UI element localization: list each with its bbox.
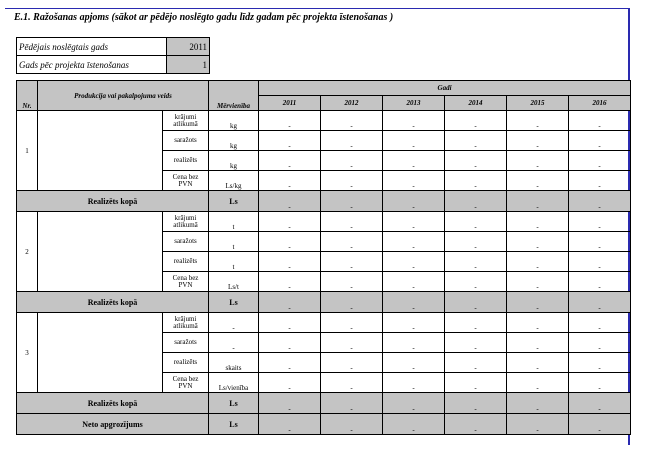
table-row — [17, 313, 631, 333]
total-value-cell: - — [321, 393, 383, 414]
total-row — [17, 292, 631, 313]
value-cell[interactable]: - — [383, 232, 445, 252]
value-cell[interactable]: - — [321, 151, 383, 171]
last-year-label: Pēdējais noslēgtais gads — [17, 38, 167, 56]
net-value-cell: - — [259, 414, 321, 435]
value-cell[interactable]: - — [321, 131, 383, 151]
row-unit: t — [209, 212, 259, 232]
value-cell[interactable]: - — [259, 111, 321, 131]
row-subtype: realizēts — [163, 353, 209, 373]
row-unit: Ls/kg — [209, 171, 259, 191]
value-cell[interactable]: - — [383, 272, 445, 292]
row-unit: - — [209, 313, 259, 333]
net-unit: Ls — [209, 414, 259, 435]
value-cell[interactable]: - — [445, 171, 507, 191]
value-cell[interactable]: - — [507, 272, 569, 292]
header-year-2016: 2016 — [569, 96, 631, 111]
row-unit: t — [209, 252, 259, 272]
total-label: Realizēts kopā — [17, 393, 209, 414]
value-cell[interactable]: - — [383, 212, 445, 232]
value-cell[interactable]: - — [507, 252, 569, 272]
net-value-cell: - — [507, 414, 569, 435]
value-cell[interactable]: - — [569, 353, 631, 373]
info-row — [17, 56, 210, 74]
row-subtype: krājumi atlikumā — [163, 313, 209, 333]
value-cell[interactable]: - — [507, 353, 569, 373]
product-name-cell[interactable] — [38, 313, 163, 393]
years-after-value[interactable]: 1 — [167, 56, 210, 74]
total-value-cell: - — [507, 292, 569, 313]
value-cell[interactable]: - — [259, 272, 321, 292]
value-cell[interactable]: - — [383, 333, 445, 353]
value-cell[interactable]: - — [321, 353, 383, 373]
value-cell[interactable]: - — [445, 111, 507, 131]
net-value-cell: - — [383, 414, 445, 435]
value-cell[interactable]: - — [569, 252, 631, 272]
value-cell[interactable]: - — [259, 252, 321, 272]
total-value-cell: - — [507, 393, 569, 414]
total-value-cell: - — [445, 191, 507, 212]
row-subtype: saražots — [163, 333, 209, 353]
row-subtype: realizēts — [163, 252, 209, 272]
value-cell[interactable]: - — [507, 333, 569, 353]
row-subtype: krājumi atlikumā — [163, 212, 209, 232]
row-unit: Ls/vienība — [209, 373, 259, 393]
group-nr: 3 — [17, 313, 38, 393]
value-cell[interactable]: - — [259, 232, 321, 252]
group-nr: 1 — [17, 111, 38, 191]
header-product: Produkcija vai pakalpojuma veids — [38, 81, 209, 111]
row-subtype: Cena bez PVN — [163, 171, 209, 191]
header-unit: Mērvienība — [209, 81, 259, 111]
total-value-cell: - — [569, 393, 631, 414]
value-cell[interactable]: - — [569, 151, 631, 171]
row-unit: kg — [209, 131, 259, 151]
value-cell[interactable]: - — [445, 131, 507, 151]
value-cell[interactable]: - — [507, 232, 569, 252]
value-cell[interactable]: - — [321, 373, 383, 393]
row-unit: kg — [209, 111, 259, 131]
header-row — [17, 81, 631, 96]
value-cell[interactable]: - — [569, 333, 631, 353]
value-cell[interactable]: - — [569, 131, 631, 151]
header-nr: Nr. — [17, 81, 38, 111]
row-unit: kg — [209, 151, 259, 171]
value-cell[interactable]: - — [383, 171, 445, 191]
total-value-cell: - — [321, 191, 383, 212]
total-unit: Ls — [209, 393, 259, 414]
net-value-cell: - — [321, 414, 383, 435]
value-cell[interactable]: - — [507, 131, 569, 151]
total-value-cell: - — [383, 191, 445, 212]
value-cell[interactable]: - — [445, 373, 507, 393]
value-cell[interactable]: - — [383, 131, 445, 151]
row-subtype: krājumi atlikumā — [163, 111, 209, 131]
value-cell[interactable]: - — [569, 373, 631, 393]
row-subtype: realizēts — [163, 151, 209, 171]
product-name-cell[interactable] — [38, 212, 163, 292]
total-value-cell: - — [507, 191, 569, 212]
net-label: Neto apgrozījums — [17, 414, 209, 435]
total-value-cell: - — [383, 393, 445, 414]
value-cell[interactable]: - — [569, 111, 631, 131]
value-cell[interactable]: - — [569, 212, 631, 232]
row-subtype: Cena bez PVN — [163, 272, 209, 292]
row-subtype: saražots — [163, 232, 209, 252]
row-unit: skaits — [209, 353, 259, 373]
total-value-cell: - — [259, 191, 321, 212]
header-year-2011: 2011 — [259, 96, 321, 111]
total-label: Realizēts kopā — [17, 292, 209, 313]
value-cell[interactable]: - — [507, 373, 569, 393]
value-cell[interactable]: - — [383, 151, 445, 171]
product-name-cell[interactable] — [38, 111, 163, 191]
value-cell[interactable]: - — [445, 252, 507, 272]
page-title: E.1. Ražošanas apjoms (sākot ar pēdējo noslēgto gadu līdz gadam pēc projekta īstenošanas ) — [14, 12, 394, 23]
value-cell[interactable]: - — [569, 272, 631, 292]
row-unit: Ls/t — [209, 272, 259, 292]
total-value-cell: - — [259, 292, 321, 313]
value-cell[interactable]: - — [445, 313, 507, 333]
production-table — [16, 80, 631, 435]
value-cell[interactable]: - — [321, 171, 383, 191]
value-cell[interactable]: - — [383, 353, 445, 373]
value-cell[interactable]: - — [321, 212, 383, 232]
value-cell[interactable]: - — [445, 151, 507, 171]
value-cell[interactable]: - — [507, 151, 569, 171]
header-year-2013: 2013 — [383, 96, 445, 111]
value-cell[interactable]: - — [445, 212, 507, 232]
net-value-cell: - — [569, 414, 631, 435]
value-cell[interactable]: - — [321, 252, 383, 272]
row-subtype: Cena bez PVN — [163, 373, 209, 393]
value-cell[interactable]: - — [321, 272, 383, 292]
info-row — [17, 38, 210, 56]
header-years-group: Gadi — [259, 81, 631, 96]
value-cell[interactable]: - — [259, 313, 321, 333]
years-after-label: Gads pēc projekta īstenošanas — [17, 56, 167, 74]
table-row — [17, 111, 631, 131]
value-cell[interactable]: - — [259, 373, 321, 393]
value-cell[interactable]: - — [507, 111, 569, 131]
total-value-cell: - — [445, 292, 507, 313]
value-cell[interactable]: - — [383, 111, 445, 131]
value-cell[interactable]: - — [383, 252, 445, 272]
group-nr: 2 — [17, 212, 38, 292]
value-cell[interactable]: - — [569, 232, 631, 252]
value-cell[interactable]: - — [445, 232, 507, 252]
total-unit: Ls — [209, 191, 259, 212]
value-cell[interactable]: - — [569, 171, 631, 191]
total-unit: Ls — [209, 292, 259, 313]
header-year-2014: 2014 — [445, 96, 507, 111]
net-turnover-row — [17, 414, 631, 435]
value-cell[interactable]: - — [259, 171, 321, 191]
net-value-cell: - — [445, 414, 507, 435]
total-value-cell: - — [383, 292, 445, 313]
value-cell[interactable]: - — [321, 313, 383, 333]
total-row — [17, 393, 631, 414]
header-year-2015: 2015 — [507, 96, 569, 111]
value-cell[interactable]: - — [445, 333, 507, 353]
value-cell[interactable]: - — [569, 313, 631, 333]
table-row — [17, 212, 631, 232]
value-cell[interactable]: - — [383, 313, 445, 333]
value-cell[interactable]: - — [321, 232, 383, 252]
value-cell[interactable]: - — [507, 171, 569, 191]
value-cell[interactable]: - — [259, 131, 321, 151]
header-year-2012: 2012 — [321, 96, 383, 111]
total-value-cell: - — [569, 191, 631, 212]
value-cell[interactable]: - — [445, 272, 507, 292]
value-cell[interactable]: - — [321, 333, 383, 353]
value-cell[interactable]: - — [321, 111, 383, 131]
value-cell[interactable]: - — [383, 373, 445, 393]
total-row — [17, 191, 631, 212]
total-value-cell: - — [445, 393, 507, 414]
value-cell[interactable]: - — [259, 212, 321, 232]
value-cell[interactable]: - — [259, 353, 321, 373]
row-unit: t — [209, 232, 259, 252]
total-value-cell: - — [321, 292, 383, 313]
value-cell[interactable]: - — [507, 313, 569, 333]
value-cell[interactable]: - — [259, 333, 321, 353]
value-cell[interactable]: - — [445, 353, 507, 373]
row-unit: - — [209, 333, 259, 353]
info-table — [16, 37, 210, 74]
total-value-cell: - — [569, 292, 631, 313]
value-cell[interactable]: - — [259, 151, 321, 171]
row-subtype: saražots — [163, 131, 209, 151]
value-cell[interactable]: - — [507, 212, 569, 232]
last-year-value[interactable]: 2011 — [167, 38, 210, 56]
total-label: Realizēts kopā — [17, 191, 209, 212]
total-value-cell: - — [259, 393, 321, 414]
